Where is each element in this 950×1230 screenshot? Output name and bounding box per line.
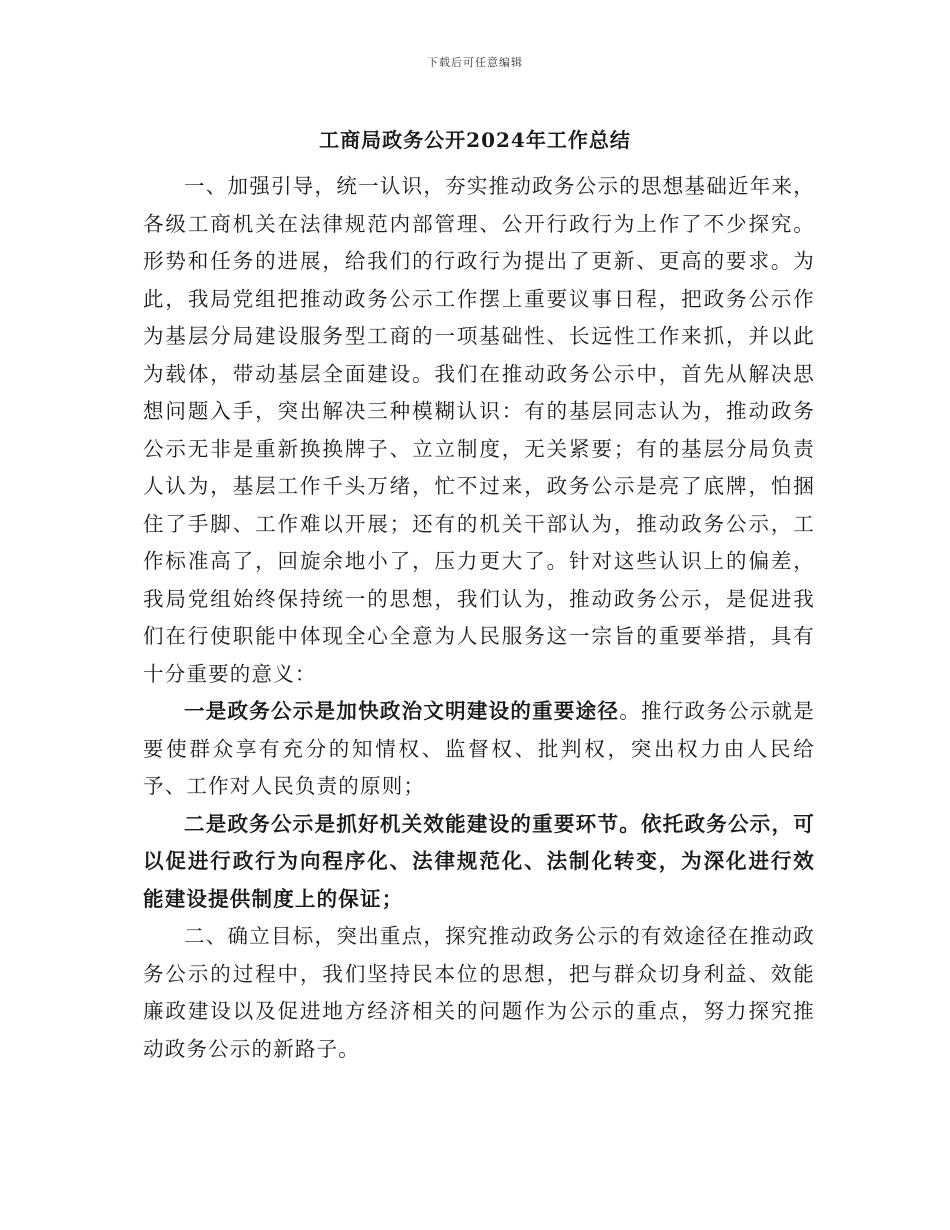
- document-title: 工商局政务公开2024年工作总结: [319, 128, 631, 152]
- paragraph-2: [143, 693, 815, 806]
- paragraph-4: 二、确立目标，突出重点，探究推动政务公示的有效途径在推动政务公示的过程中，我们坚持民本位的思想，把与群众切身利益、效能廉政建设以及促进地方经济相关的问题作为公示的重点，努力探究推动政务公示的新路子。: [143, 924, 815, 1061]
- document-body: [143, 168, 815, 1068]
- header-note: 下载后可任意编辑: [427, 56, 523, 69]
- paragraph-3: 二是政务公示是抓好机关效能建设的重要环节。依托政务公示，可以促进行政行为向程序化、法律规范化、法制化转变，为深化进行效能建设提供制度上的保证；: [143, 811, 815, 911]
- paragraph-1: 一、加强引导，统一认识，夯实推动政务公示的思想基础近年来，各级工商机关在法律规范内部管理、公开行政行为上作了不少探究。形势和任务的进展，给我们的行政行为提出了更新、更高的要求。为此，我局党组把推动政务公示工作摆上重要议事日程，把政务公示作为基层分局建设服务型工商的一项基础性、长远性工作来抓，并以此为载体，带动基层全面建设。我们在推动政务公示中，首先从解决思想问题入手，突出解决三种模糊认识：有的基层同志认为，推动政务公示无非是重新换换牌子、立立制度，无关紧要；有的基层分局负责人认为，基层工作千头万绪，忙不过来，政务公示是亮了底牌，怕捆住了手脚、工作难以开展；还有的机关干部认为，推动政务公示，工作标准高了，回旋余地小了，压力更大了。针对这些认识上的偏差，我局党组始终保持统一的思想，我们认为，推动政务公示，是促进我们在行使职能中体现全心全意为人民服务这一宗旨的重要举措，具有十分重要的意义：: [143, 174, 815, 686]
- paragraph-2-text: 。推行政务公示就是要使群众享有充分的知情权、监督权、批判权，突出权力由人民给予、工作对人民负责的原则；: [143, 699, 816, 798]
- paragraph-2-lead: 一是政务公示是加快政治文明建设的重要途径: [184, 699, 620, 723]
